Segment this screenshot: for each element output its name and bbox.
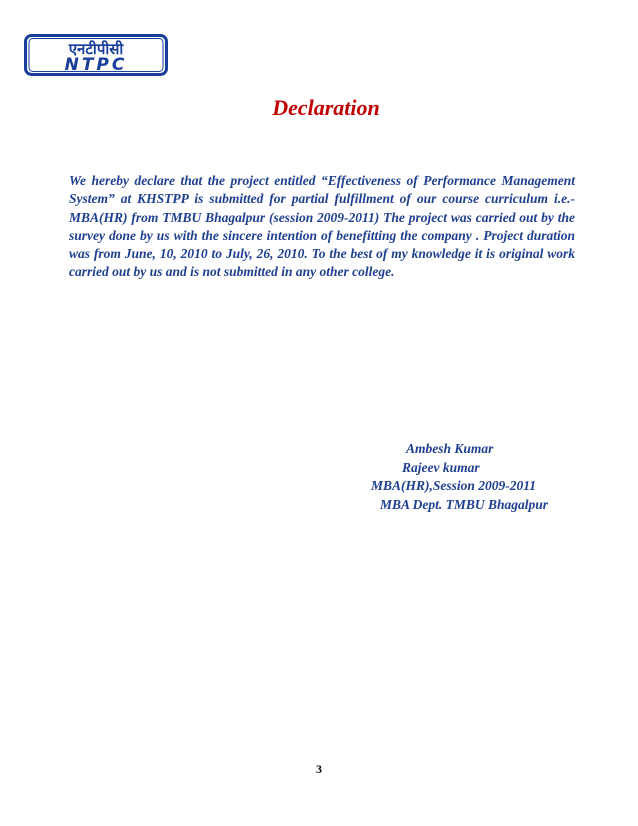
department: MBA Dept. TMBU Bhagalpur — [380, 496, 549, 512]
page-number: 3 — [316, 762, 322, 776]
ntpc-logo — [24, 34, 168, 76]
signatory-name-2: Rajeev kumar — [402, 459, 480, 475]
logo-english-text: NTPC — [64, 55, 128, 75]
declaration-paragraph: We hereby declare that the project entitled “Effectiveness of Performance Management System” at KHSTPP is submitted for partial fulfillment of our course curriculum i.e.- MBA(HR) from TMBU Bhagalpur (session 2009-2011) The project was carried out by the survey done by us with the sincere intention of benefitting the company . Project duration was from June, 10, 2010 to July, 26, 2010. To the best of my knowledge it is original work carried out by us and is not submitted in any other college. — [69, 173, 575, 280]
logo-hindi-text: एनटीपीसी — [68, 40, 124, 58]
signature-block — [360, 440, 600, 514]
page-title: Declaration — [272, 95, 380, 120]
program-session: MBA(HR),Session 2009-2011 — [371, 478, 537, 493]
signatory-name-1: Ambesh Kumar — [406, 441, 494, 456]
